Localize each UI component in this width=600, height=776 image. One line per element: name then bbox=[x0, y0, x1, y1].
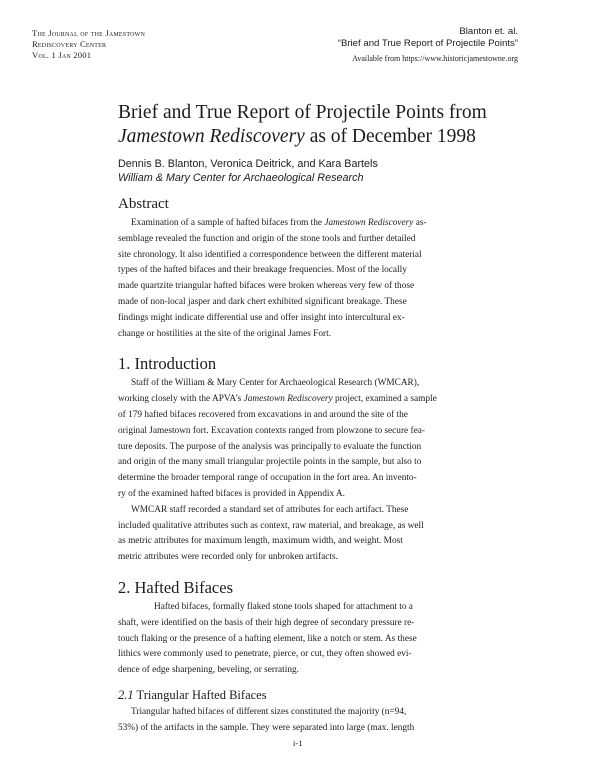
intro-line-1b: project, examined a sample bbox=[332, 394, 437, 405]
intro-line: as metric attributes for maximum length, maximum width, and weight. Most bbox=[118, 536, 403, 547]
subsection-title: Triangular Hafted Bifaces bbox=[133, 687, 267, 702]
intro-line: WMCAR staff recorded a standard set of attributes for each artifact. These bbox=[131, 504, 409, 515]
intro-line bbox=[118, 392, 518, 408]
section-heading-hafted-bifaces: 2. Hafted Bifaces bbox=[118, 577, 233, 597]
journal-name-line-2: Rediscovery Center bbox=[32, 38, 107, 49]
hafted-bifaces-text bbox=[118, 600, 518, 679]
intro-project-name: Jamestown Rediscovery bbox=[243, 394, 333, 405]
abstract-line bbox=[118, 216, 518, 232]
intro-line: included qualitative attributes such as context, raw material, and breakage, as well bbox=[118, 520, 424, 531]
running-authors: Blanton et. al. bbox=[459, 26, 518, 37]
title-line-1: Brief and True Report of Projectile Points from bbox=[118, 102, 487, 123]
abstract-line: findings might indicate differential use and offer insight into intercultural ex- bbox=[118, 312, 405, 323]
title-project-name: Jamestown Rediscovery bbox=[118, 126, 305, 147]
hafted-line: lithics were commonly used to penetrate, pierce, or cut, they often showed evi- bbox=[118, 649, 412, 660]
journal-name-line-1: The Journal of the Jamestown bbox=[32, 28, 146, 38]
author-list: Dennis B. Blanton, Veronica Deitrick, and Kara Bartels bbox=[118, 158, 378, 170]
hafted-line: touch flaking or the presence of a hafting element, like a notch or stem. As these bbox=[118, 633, 417, 644]
intro-line: original Jamestown fort. Excavation contexts ranged from plowzone to secure fea- bbox=[118, 425, 425, 436]
abstract-line: semblage revealed the function and origin of the stone tools and further detailed bbox=[118, 233, 416, 244]
hafted-line: Hafted bifaces, formally flaked stone tools shaped for attachment to a bbox=[154, 601, 413, 612]
hafted-line: shaft, were identified on the basis of their high degree of secondary pressure re- bbox=[118, 617, 415, 628]
journal-header bbox=[32, 28, 145, 60]
running-title: “Brief and True Report of Projectile Points” bbox=[337, 38, 518, 49]
page-number: i-1 bbox=[293, 738, 303, 748]
subsection-number: 2.1 bbox=[118, 687, 134, 702]
triangular-line: 53%) of the artifacts in the sample. They were separated into large (max. length bbox=[118, 722, 415, 733]
article-title bbox=[118, 101, 518, 149]
intro-line: Staff of the William & Mary Center for Archaeological Research (WMCAR), bbox=[131, 378, 420, 389]
intro-line-1a: working closely with the APVA’s bbox=[118, 394, 244, 405]
intro-line: and origin of the many small triangular projectile points in the sample, but also to bbox=[118, 457, 422, 468]
intro-line: determine the broader temporal range of occupation in the fort area. An invento- bbox=[118, 473, 417, 484]
intro-line: of 179 hafted bifaces recovered from excavations in and around the site of the bbox=[118, 409, 408, 420]
introduction-text bbox=[118, 376, 518, 566]
subsection-heading-triangular bbox=[118, 687, 518, 703]
article-body bbox=[118, 101, 518, 737]
availability-link[interactable]: Available from https://www.historicjamestowne.org bbox=[352, 54, 518, 63]
abstract-text bbox=[118, 216, 518, 342]
abstract-line: types of the hafted bifaces and their breakage frequencies. Most of the locally bbox=[118, 265, 407, 276]
abstract-project-name: Jamestown Rediscovery bbox=[324, 218, 414, 228]
intro-line: ture deposits. The purpose of the analysis was principally to evaluate the function bbox=[118, 441, 422, 452]
triangular-text bbox=[118, 705, 518, 737]
journal-volume: Vol. 1 Jan 2001 bbox=[32, 49, 92, 60]
triangular-line: Triangular hafted bifaces of different sizes constituted the majority (n=94, bbox=[131, 706, 407, 717]
hafted-line: dence of edge sharpening, beveling, or serrating. bbox=[118, 665, 299, 676]
abstract-line: site chronology. It also identified a correspondence between the different material bbox=[118, 249, 422, 260]
running-header bbox=[338, 26, 518, 65]
abstract-line: change or hostilities at the site of the original James Fort. bbox=[118, 328, 332, 339]
abstract-line: made of non-local jasper and dark chert exhibited significant breakage. These bbox=[118, 296, 407, 307]
abstract-line-0b: as- bbox=[413, 218, 427, 228]
abstract-heading: Abstract bbox=[118, 196, 169, 212]
title-date: as of December 1998 bbox=[304, 126, 476, 147]
abstract-line: made quartzite triangular hafted bifaces were broken whereas very few of those bbox=[118, 281, 415, 292]
abstract-line-0a: Examination of a sample of hafted bifaces from the bbox=[131, 218, 325, 228]
intro-line: ry of the examined hafted bifaces is provided in Appendix A. bbox=[118, 488, 345, 499]
author-affiliation: William & Mary Center for Archaeological Research bbox=[118, 172, 364, 184]
section-heading-introduction: 1. Introduction bbox=[118, 354, 217, 374]
intro-line: metric attributes were recorded only for unbroken artifacts. bbox=[118, 552, 338, 563]
